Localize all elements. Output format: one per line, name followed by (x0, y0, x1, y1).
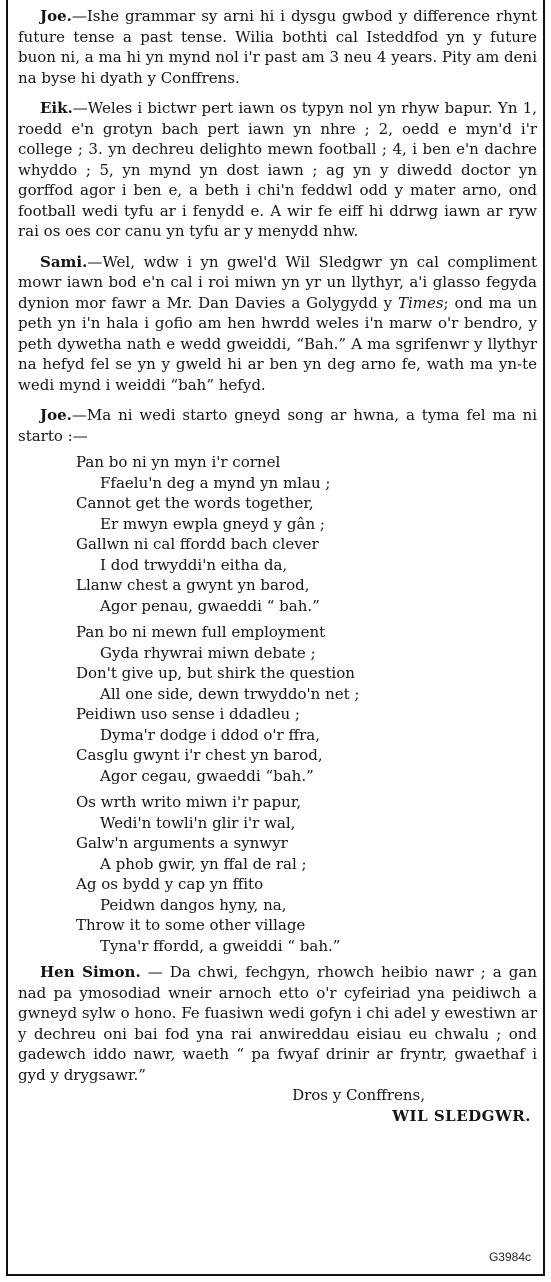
paragraph-text: — Da chwi, fechgyn, rhowch heibio nawr ; a gan nad pa ymosodiad wneir arnoch etto o'r cyfeiriad yna peidiwch a gwneyd sylw o hono. Fe fuasiwn wedi gofyn i chi adel y ewestiwn ar y dechreu oni bai fod yna rai anwireddau eisiau eu chwalu ; ond gadewch iddo nawr, waeth “ pa fwyaf drinir ar fryntr, gwaethaf i gyd y drygsawr.” (18, 963, 537, 1084)
verse-line: Agor penau, gwaeddi “ bah.” (100, 596, 320, 615)
verse-line: Galw'n arguments a synwyr (76, 834, 288, 852)
verse-line: Throw it to some other village (76, 916, 306, 934)
verse-line: Os wrth writo miwn i'r papur, (76, 793, 302, 811)
paragraph-text: —Weles i bictwr pert iawn os typyn nol yn rhyw bapur. Yn 1, roedd e'n grotyn bach pert iawn yn nhre ; 2, oedd e myn'd i'r college ; 3. yn dechreu delighto mewn football ; 4, i ben e'n dachre whyddo ; 5, yn mynd yn dost iawn ; ag yn y diwedd doctor yn gorffod agor i ben e, a beth i chi'n feddwl odd y mater arno, ond football wedi tyfu ar i fenydd e. A wir fe eiff hi ddrwg iawn ar ryw rai os oes cor canu yn tyfu ar y menydd nhw. (18, 99, 537, 240)
verse-line: Pan bo ni mewn full employment (76, 623, 326, 641)
newspaper-title: Times (397, 293, 444, 312)
reference-code: G3984c (488, 1250, 531, 1264)
stanza (18, 452, 537, 616)
paragraph-text: —Wel, wdw i yn gwel'd Wil Sledgwr yn cal compliment mowr iawn bod e'n cal i roi miwn yn yr un llythyr, a'i glasso fegyda dynion mor fawr a Mr. Dan Davies a Golygydd y (18, 252, 537, 312)
article-body (18, 6, 537, 1126)
speaker-name: Joe. (40, 7, 72, 25)
verse-line: Peidwn dangos hyny, na, (100, 895, 287, 914)
verse-line: Ag os bydd y cap yn ffito (76, 875, 264, 893)
speaker-name: Joe. (40, 406, 72, 424)
verse-line: Cannot get the words together, (76, 494, 314, 512)
paragraph-hen-simon (18, 962, 537, 1085)
paragraph-text: —Ishe grammar sy arni hi i dysgu gwbod y difference rhynt future tense a past tense. Wilia bothti cal Isteddfod yn y future buon ni, a ma hi yn mynd nol i'r past am 3 neu 4 years. Pity am deni na byse hi dyath y Conffrens. (18, 7, 537, 87)
author-name: WIL SLEDGWR. (392, 1106, 531, 1125)
page-frame (6, 0, 545, 1276)
signature-block (18, 1085, 537, 1126)
speaker-name: Sami. (40, 252, 88, 271)
verse-line: All one side, dewn trwyddo'n net ; (100, 684, 360, 703)
signoff-line: Dros y Conffrens, (292, 1086, 425, 1104)
paragraph-sami (18, 252, 537, 396)
speaker-name: Eik. (40, 99, 73, 117)
verse-line: Gyda rhywrai miwn debate ; (100, 643, 316, 662)
paragraph-joe-2 (18, 405, 537, 446)
verse-line: I dod trwyddi'n eitha da, (100, 555, 288, 574)
verse-line: Pan bo ni yn myn i'r cornel (76, 453, 281, 471)
paragraph-eik (18, 98, 537, 242)
stanza (18, 622, 537, 786)
paragraph-text: ; ond ma un peth yn i'n hala i gofio am hen hwrdd weles i'n marw o'r bendro, y peth dywetha nath e wedd gweiddi, “Bah.” A ma sgrifenwr y llythyr na hefyd fel se yn y gweld hi ar ben yn deg arno fe, wath ma yn-te wedi mynd i weiddi “bah” hefyd. (18, 293, 538, 394)
paragraph-text: —Ma ni wedi starto gneyd song ar hwna, a tyma fel ma ni starto :— (18, 406, 537, 445)
verse-line: Llanw chest a gwynt yn barod, (76, 576, 310, 594)
verse-line: Wedi'n towli'n glir i'r wal, (100, 813, 296, 832)
verse-line: Casglu gwynt i'r chest yn barod, (76, 746, 323, 764)
verse-line: Tyna'r ffordd, a gweiddi “ bah.” (100, 936, 341, 955)
verse-line: A phob gwir, yn ffal de ral ; (100, 854, 307, 873)
verse-line: Ffaelu'n deg a mynd yn mlau ; (100, 473, 331, 492)
verse-line: Dyma'r dodge i ddod o'r ffra, (100, 725, 321, 744)
verse-line: Don't give up, but shirk the question (76, 664, 355, 682)
stanza (18, 792, 537, 956)
paragraph-joe-1 (18, 6, 537, 88)
verse-line: Gallwn ni cal ffordd bach clever (76, 535, 319, 553)
verse-line: Er mwyn ewpla gneyd y gân ; (100, 514, 325, 533)
song-verses (18, 452, 537, 956)
verse-line: Peidiwn uso sense i ddadleu ; (76, 705, 300, 723)
speaker-name: Hen Simon. (40, 963, 141, 981)
verse-line: Agor cegau, gwaeddi “bah.” (100, 766, 314, 785)
